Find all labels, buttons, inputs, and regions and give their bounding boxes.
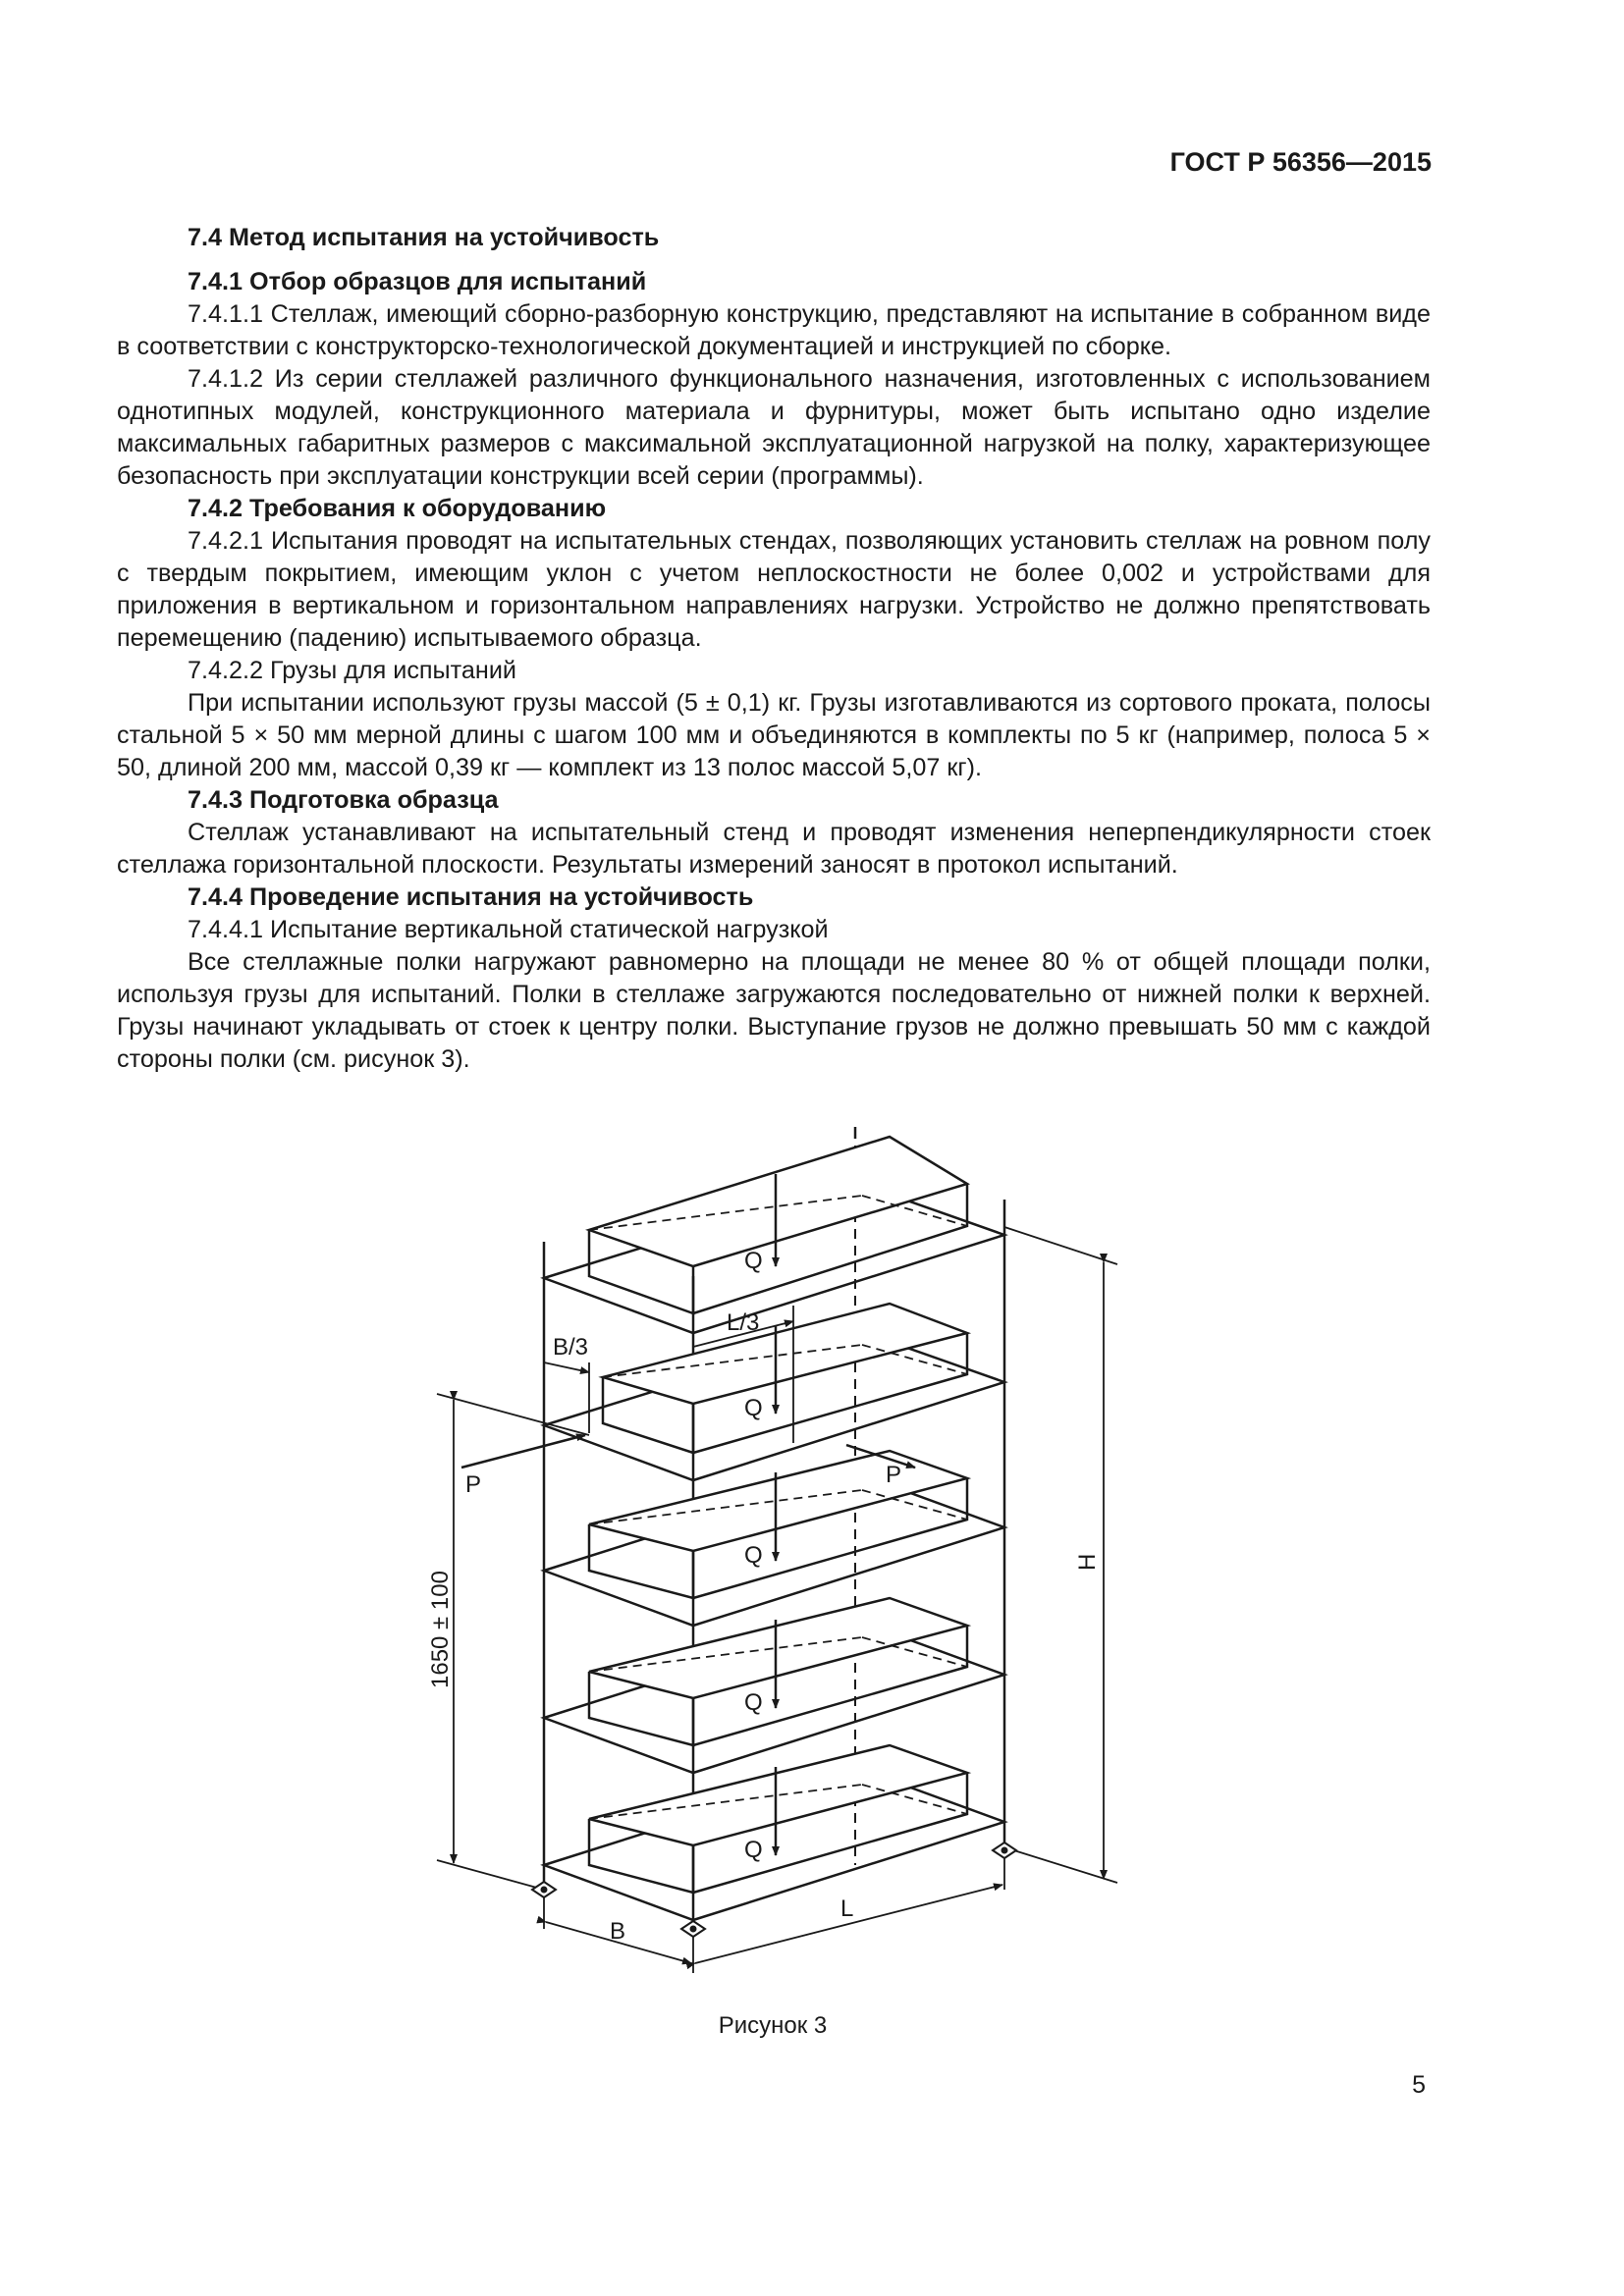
paragraph: При испытании используют грузы массой (5 ± 0,1) кг. Грузы изготавливаются из сортового проката, полосы стальной 5 × 50 мм мерной длины с шагом 100 мм и объединяются в комплекты по 5 кг (например, полоса 5 × 50, длиной 200 мм, массой 0,39 кг — комплект из 13 полос массой 5,07 кг). [117,689,1431,781]
paragraph: 7.4.2.1 Испытания проводят на испытательных стендах, позволяющих установить стеллаж на ровном полу с твердым покрытием, имеющим уклон с учетом неплоскостности не более 0,002 и устройствами для приложения в вертикальном и горизонтальном направлениях нагрузки. Устройство не должно препятствовать перемещению (падению) испытываемого образца. [117,527,1431,652]
document-body [117,222,1431,1076]
subsection-heading: 7.4.2 Требования к оборудованию [188,495,607,522]
b-label: B [610,1918,626,1945]
l3-label: L/3 [727,1309,760,1336]
load-label: Q [744,1395,763,1421]
shelf [544,1304,1004,1480]
figure-3 [0,1109,1624,2032]
subsection-heading: 7.4.3 Подготовка образца [188,786,499,814]
subsection-heading: 7.4.4 Проведение испытания на устойчивость [188,883,754,911]
figure-caption: Рисунок 3 [718,2012,828,2039]
subsection-heading: 7.4.1 Отбор образцов для испытаний [188,268,647,295]
paragraph: 7.4.2.2 Грузы для испытаний [188,657,516,684]
section-heading: 7.4 Метод испытания на устойчивость [188,224,660,251]
shelf [544,1598,1004,1773]
height-dimension-label: 1650 ± 100 [427,1571,454,1688]
l-label: L [840,1896,854,1922]
document-id: ГОСТ Р 56356—2015 [1169,147,1432,177]
paragraph: 7.4.4.1 Испытание вертикальной статической нагрузкой [188,916,829,943]
load-label: Q [744,1248,763,1274]
shelving-diagram [0,1109,1624,2032]
paragraph: Стеллаж устанавливают на испытательный стенд и проводят изменения неперпендикулярности стоек стеллажа горизонтальной плоскости. Результаты измерений заносят в протокол испытаний. [117,819,1431,879]
load-label: Q [744,1542,763,1569]
h-label: H [1074,1553,1101,1571]
shelf [544,1745,1004,1920]
paragraph: 7.4.1.1 Стеллаж, имеющий сборно-разборную конструкцию, представляют на испытание в собранном виде в соответствии с конструкторско-технологической документацией и инструкцией по сборке. [117,300,1431,360]
load-label: Q [744,1837,763,1863]
paragraph: 7.4.1.2 Из серии стеллажей различного функционального назначения, изготовленных с использованием однотипных модулей, конструкционного материала и фурнитуры, может быть испытано одно изделие максимальных габаритных размеров с максимальной эксплуатационной нагрузкой на полку, характеризующее безопасность при эксплуатации конструкции всей серии (программы). [117,365,1431,490]
page-number: 5 [1412,2071,1426,2099]
shelf [544,1451,1004,1626]
b3-label: B/3 [553,1334,589,1361]
load-label: Q [744,1689,763,1716]
force-label: P [465,1471,482,1498]
force-label: P [886,1462,902,1488]
paragraph: Все стеллажные полки нагружают равномерно на площади не менее 80 % от общей площади полки, используя грузы для испытаний. Полки в стеллаже загружаются последовательно от нижней полки к верхней. Грузы начинают укладывать от стоек к центру полки. Выступание грузов не должно превышать 50 мм с каждой стороны полки (см. рисунок 3). [117,948,1431,1073]
shelf [544,1137,1004,1333]
